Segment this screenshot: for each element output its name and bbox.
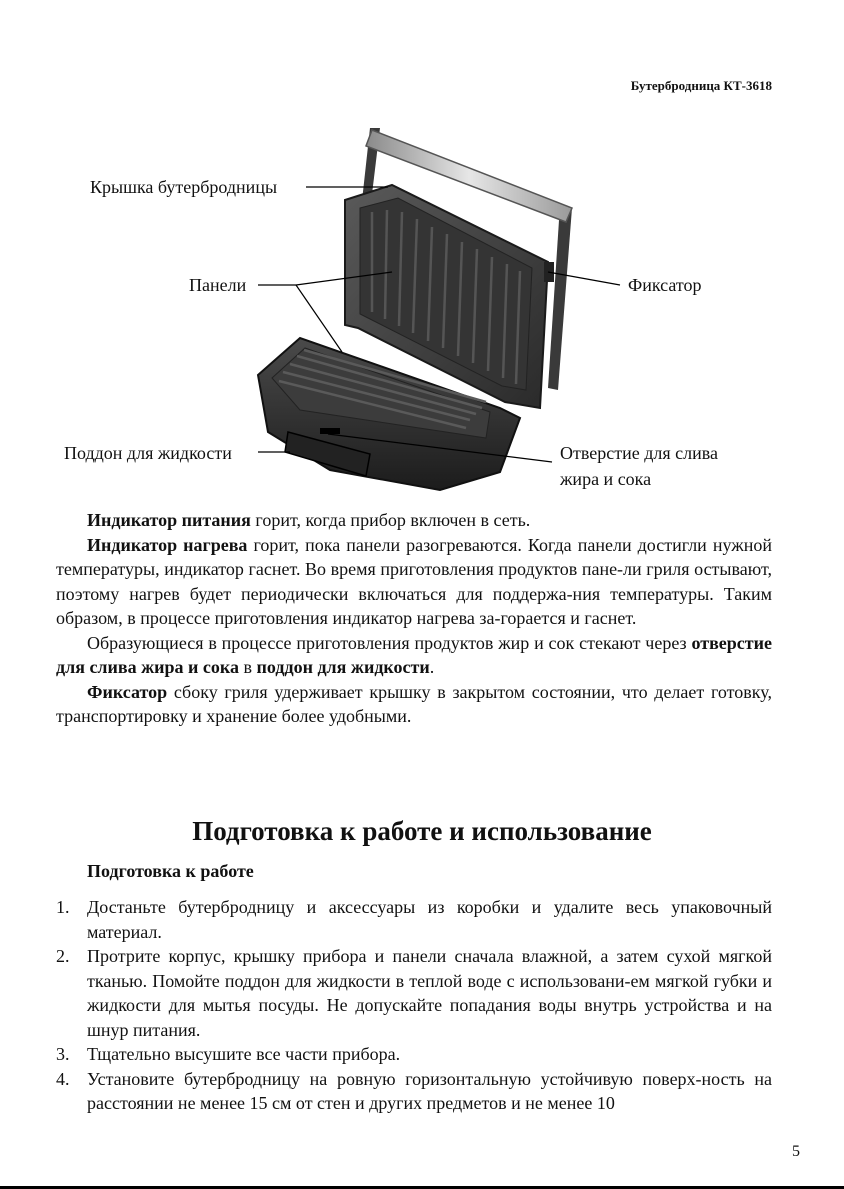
sandwich-maker-figure (0, 0, 844, 510)
page-number: 5 (792, 1143, 800, 1160)
callout-latch: Фиксатор (628, 275, 702, 295)
step-number: 3. (56, 1044, 70, 1064)
term-power-indicator: Индикатор питания (87, 510, 251, 530)
step-number: 4. (56, 1068, 70, 1089)
paragraph-power-indicator (56, 508, 772, 533)
callout-tray: Поддон для жидкости (64, 443, 232, 463)
step-item (56, 944, 772, 1042)
paragraph-text: Образующиеся в процессе приготовления продуктов жир и сок стекают через (87, 632, 692, 653)
paragraph-latch (56, 680, 772, 729)
section-title: Подготовка к работе и использование (192, 816, 652, 846)
step-text: Протрите корпус, крышку прибора и панели сначала влажной, а затем сухой мягкой тканью. Помойте поддон для жидкости в теплой воде с использовани-ем мягкой губки и жидкости для мытья посуды. Не допускайте попадания воды внутрь устройства и на шнур питания. (87, 946, 772, 1040)
callout-drain-line1: Отверстие для слива (560, 443, 719, 463)
sandwich-maker-illustration (0, 0, 844, 510)
callout-lid: Крышка бутербродницы (90, 177, 278, 197)
step-number: 1. (56, 897, 70, 917)
paragraph-text: в (239, 657, 257, 677)
step-text: Достаньте бутербродницу и аксессуары из коробки и удалите весь упаковочный материал. (87, 897, 772, 942)
step-text: Установите бутербродницу на ровную горизонтальную устойчивую поверх-ность на расстоянии не менее 15 см от стен и других предметов и не менее 10 (87, 1068, 772, 1113)
paragraph-text: горит, пока панели разогреваются. Когда панели достигли нужной температуры, индикатор гаснет. Во время приготовления продуктов пане-ли гриля остывают, поэтому нагрев будет периодически включаться для поддержа-ния температуры. Таким образом, в процессе приготовления индикатор нагрева за-горается и гаснет. (56, 534, 772, 628)
step-item (56, 1042, 772, 1067)
callout-panels: Панели (189, 275, 247, 295)
step-item (56, 1067, 772, 1116)
paragraph-text: сбоку гриля удерживает крышку в закрытом состоянии, что делает готовку, транспортировку и хранение более удобными. (56, 681, 772, 726)
body-text (56, 508, 772, 729)
callout-drain-line2: жира и сока (560, 469, 652, 489)
paragraph-text: . (429, 657, 435, 677)
term-drain-hole: отверстие для слива жира и сока (56, 632, 772, 677)
step-text: Тщательно высушите все части прибора. (87, 1044, 401, 1064)
page-header: Бутербродница КТ-3618 (630, 78, 772, 93)
subsection-title: Подготовка к работе (87, 861, 254, 881)
preparation-steps (56, 895, 772, 1116)
step-item (56, 895, 772, 944)
paragraph-drain (56, 631, 772, 680)
term-latch: Фиксатор (87, 681, 168, 702)
paragraph-heat-indicator (56, 533, 772, 631)
callout-drain (560, 440, 718, 492)
paragraph-text: горит, когда прибор включен в сеть. (250, 510, 531, 530)
term-drip-tray: поддон для жидкости (256, 657, 430, 677)
step-number: 2. (56, 946, 70, 966)
term-heat-indicator: Индикатор нагрева (87, 534, 248, 555)
